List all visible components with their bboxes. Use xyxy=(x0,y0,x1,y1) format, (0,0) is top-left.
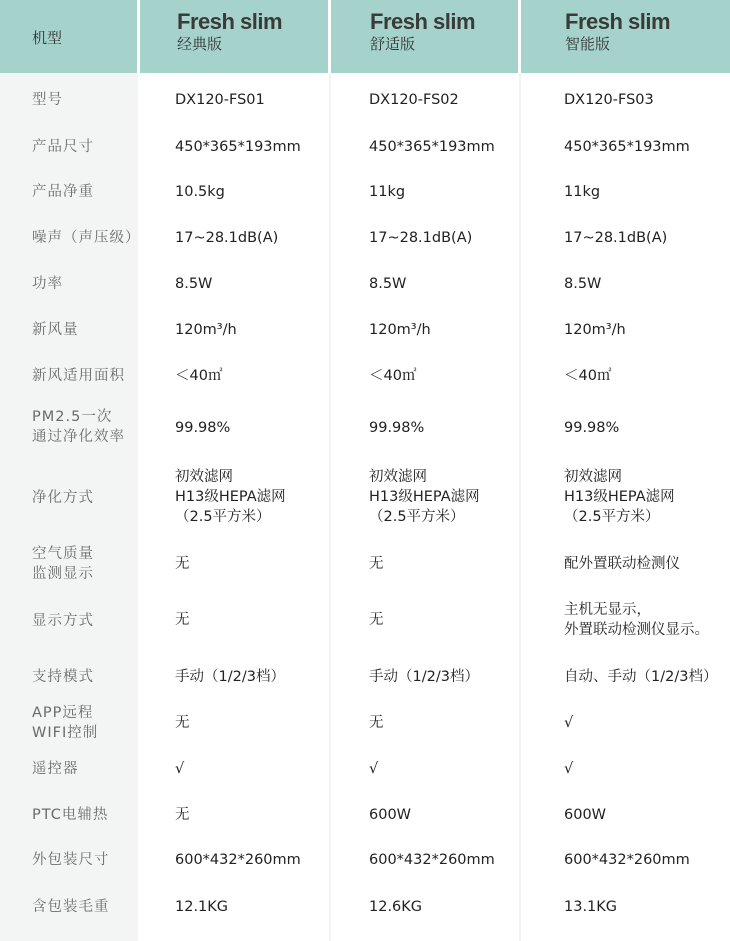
cell-value: 无 xyxy=(175,612,190,628)
header-divider xyxy=(328,0,331,73)
cell-value: 手动（1/2/3档） xyxy=(369,669,479,685)
check-mark: √ xyxy=(564,715,574,731)
label-line: 监测显示 xyxy=(32,566,94,582)
cell-value: 无 xyxy=(175,715,190,731)
cell-value: 12.6KG xyxy=(369,899,423,915)
cell-value: 8.5W xyxy=(564,276,602,292)
cell-value: 17~28.1dB(A) xyxy=(175,230,279,246)
cell-line: （2.5平方米） xyxy=(369,509,465,525)
cell-multiline xyxy=(175,467,286,527)
cell-value: DX120-FS02 xyxy=(369,92,459,108)
row-label-area: 新风适用面积 xyxy=(32,368,125,384)
cell-value: 17~28.1dB(A) xyxy=(564,230,668,246)
model-edition: 智能版 xyxy=(565,35,611,53)
cell-value: 450*365*193mm xyxy=(369,139,495,155)
check-mark: √ xyxy=(175,761,185,777)
row-label-package-size: 外包装尺寸 xyxy=(32,852,110,868)
row-label-airflow: 新风量 xyxy=(32,322,79,338)
cell-value: 13.1KG xyxy=(564,899,618,915)
cell-value: DX120-FS03 xyxy=(564,92,654,108)
model-header-2 xyxy=(370,10,475,54)
cell-line: 初效滤网 xyxy=(564,469,622,485)
cell-value: ＜40㎡ xyxy=(175,368,223,384)
cell-value: 8.5W xyxy=(369,276,407,292)
column-divider xyxy=(519,0,521,941)
row-label-pm25-efficiency xyxy=(32,407,125,447)
row-label-remote: 遥控器 xyxy=(32,761,79,777)
label-line: WIFI控制 xyxy=(32,725,99,741)
cell-value: 17~28.1dB(A) xyxy=(369,230,473,246)
model-header-1 xyxy=(177,10,282,54)
header-divider xyxy=(518,0,521,73)
cell-value: 12.1KG xyxy=(175,899,229,915)
row-label-power: 功率 xyxy=(32,276,63,292)
row-label-gross-weight: 含包装毛重 xyxy=(32,899,110,915)
model-header-3 xyxy=(565,10,670,54)
cell-value: 600*432*260mm xyxy=(564,852,690,868)
cell-line: 外置联动检测仪显示。 xyxy=(564,622,709,638)
cell-multiline xyxy=(564,467,675,527)
cell-value: 600W xyxy=(564,807,607,823)
cell-line: 初效滤网 xyxy=(175,469,233,485)
cell-value: 手动（1/2/3档） xyxy=(175,669,285,685)
cell-value: 11kg xyxy=(369,184,406,200)
cell-value: 99.98% xyxy=(369,420,425,436)
cell-value: 无 xyxy=(175,556,190,572)
cell-value: DX120-FS01 xyxy=(175,92,265,108)
row-label-modes: 支持模式 xyxy=(32,669,94,685)
row-label-size: 产品尺寸 xyxy=(32,139,94,155)
cell-value: 120m³/h xyxy=(175,322,237,338)
cell-line: H13级HEPA滤网 xyxy=(369,489,480,505)
check-mark: √ xyxy=(369,761,379,777)
cell-value: 450*365*193mm xyxy=(175,139,301,155)
cell-value: ＜40㎡ xyxy=(369,368,417,384)
header-label: 机型 xyxy=(32,29,63,47)
model-brand: Fresh slim xyxy=(565,9,671,34)
model-edition: 舒适版 xyxy=(370,35,416,53)
row-label-display-mode: 显示方式 xyxy=(32,613,94,629)
row-label-model: 型号 xyxy=(32,92,63,108)
cell-line: H13级HEPA滤网 xyxy=(175,489,286,505)
cell-value: 11kg xyxy=(564,184,601,200)
cell-value: 10.5kg xyxy=(175,184,225,200)
cell-line: （2.5平方米） xyxy=(564,509,660,525)
row-label-app-wifi xyxy=(32,703,98,743)
cell-value: 无 xyxy=(369,715,384,731)
cell-value: 无 xyxy=(369,556,384,572)
model-edition: 经典版 xyxy=(177,35,223,53)
header-divider xyxy=(137,0,140,73)
label-line: PM2.5一次 xyxy=(32,409,113,425)
cell-line: H13级HEPA滤网 xyxy=(564,489,675,505)
column-divider xyxy=(329,0,331,941)
check-mark: √ xyxy=(564,761,574,777)
model-brand: Fresh slim xyxy=(177,9,283,34)
cell-value: 600*432*260mm xyxy=(369,852,495,868)
cell-value: 600*432*260mm xyxy=(175,852,301,868)
row-label-weight: 产品净重 xyxy=(32,184,94,200)
row-label-air-quality-display xyxy=(32,544,94,584)
label-line: 空气质量 xyxy=(32,546,94,562)
cell-multiline xyxy=(369,467,480,527)
row-label-filtration: 净化方式 xyxy=(32,490,94,506)
cell-value: 600W xyxy=(369,807,412,823)
cell-value: 自动、手动（1/2/3档） xyxy=(564,669,718,685)
cell-value: 120m³/h xyxy=(564,322,626,338)
model-brand: Fresh slim xyxy=(370,9,476,34)
cell-line: 主机无显示， xyxy=(564,602,651,618)
cell-line: 初效滤网 xyxy=(369,469,427,485)
cell-value: 120m³/h xyxy=(369,322,431,338)
cell-multiline xyxy=(564,600,709,640)
label-line: APP远程 xyxy=(32,705,94,721)
label-line: 通过净化效率 xyxy=(32,429,125,445)
cell-value: 99.98% xyxy=(175,420,231,436)
cell-value: 无 xyxy=(175,807,190,823)
cell-value: 8.5W xyxy=(175,276,213,292)
cell-value: 无 xyxy=(369,612,384,628)
cell-line: （2.5平方米） xyxy=(175,509,271,525)
row-label-noise: 噪声（声压级） xyxy=(32,230,141,246)
cell-value: 配外置联动检测仪 xyxy=(564,556,680,572)
row-label-ptc-heater: PTC电辅热 xyxy=(32,807,109,823)
cell-value: ＜40㎡ xyxy=(564,368,612,384)
cell-value: 450*365*193mm xyxy=(564,139,690,155)
cell-value: 99.98% xyxy=(564,420,620,436)
